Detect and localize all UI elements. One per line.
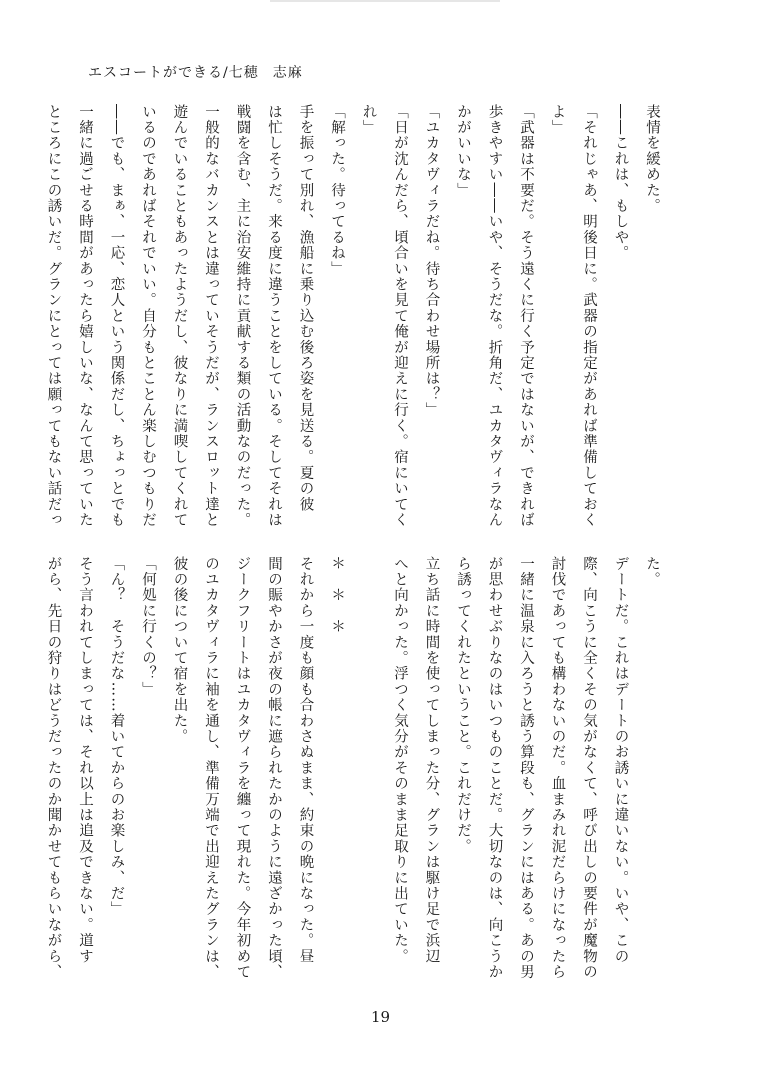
header-author: 志麻 [272, 65, 303, 81]
top-edge-rule [270, 0, 500, 2]
text-line: 遊んでいることもあったようだし、彼なりに満喫してくれて [171, 104, 188, 528]
text-line: 「日が沈んだら、頃合いを見て俺が迎えに行く。宿にいてく [392, 104, 408, 528]
text-line: 「解った。待ってるね」 [329, 104, 345, 277]
text-line: いるのであればそれでいい。自分もとことん楽しむつもりだ [140, 104, 156, 528]
text-line: ＊ ＊ ＊ [329, 556, 345, 635]
text-line: 立ち話に時間を使ってしまった分、グランは駆け足で浜辺 [423, 556, 440, 965]
text-line: ――これは、もしや。 [612, 104, 629, 261]
text-line: がら、先日の狩りはどうだったのか聞かせてもらいながら、 [45, 556, 62, 980]
text-line: 戦闘を含む、主に治安維持に貢献する類の活動なのだった。 [234, 104, 251, 528]
text-line: 歩きやすい――いや、そうだな。折角だ、ユカタヴィラなん [486, 104, 503, 528]
text-line: が思わせぶりなのはいつものことだ。大切なのは、向こうか [486, 556, 503, 980]
header-title: エスコートができる/七穂 [88, 65, 259, 81]
text-line: 一緒に過ごせる時間があったら嬉しいな、なんて思っていた [77, 104, 93, 528]
page-number: 19 [370, 1008, 391, 1026]
text-line: 「ユカタヴィラだね。待ち合わせ場所は？」 [423, 104, 440, 418]
text-line: それから一度も顔も合わさぬまま、約束の晩になった。昼 [297, 556, 314, 965]
text-line: ジークフリートはユカタヴィラを纏って現れた。今年初めて [234, 556, 251, 980]
text-line: は忙しそうだ。来る度に違うことをしている。そしてそれは [266, 104, 282, 528]
text-line: 討伐であっても構わないのだ。血まみれ泥だらけになったら [549, 556, 566, 980]
text-line: れ」 [360, 104, 377, 136]
text-block-top [37, 104, 667, 544]
text-line: 一緒に温泉に入ろうと誘う算段も、グランにはある。あの男 [518, 556, 534, 980]
text-line: 表情を緩めた。 [644, 104, 660, 214]
text-line: ら誘ってくれたということ。これだけだ。 [455, 556, 471, 855]
text-line [352, 556, 384, 996]
text-line: 「何処に行くの？」 [140, 556, 156, 698]
text-block-bottom [37, 556, 667, 996]
text-line: そう言われてしまっては、それ以上は追及できない。道す [77, 556, 93, 965]
text-line: 彼の後について宿を出た。 [171, 556, 188, 745]
text-line: ――でも、まぁ、一応、恋人という関係だし、ちょっとでも [108, 104, 125, 528]
text-line: 際、向こうに全くその気がなくて、呼び出しの要件が魔物の [581, 556, 597, 980]
text-line: のユカタヴィラに袖を通し、準備万端で出迎えたグランは、 [203, 556, 219, 980]
running-header [88, 62, 303, 82]
text-line: 手を振って別れ、漁船に乗り込む後ろ姿を見送る。夏の彼 [297, 104, 314, 513]
text-line: 間の賑やかさが夜の帳に遮られたかのように遠ざかった頃、 [266, 556, 282, 980]
text-line: かがいいな」 [455, 104, 471, 199]
text-line: ところにこの誘いだ。グランにとっては願ってもない話だっ [45, 104, 62, 528]
text-line: 一般的なバカンスとは違っていそうだが、ランスロット達と [203, 104, 219, 528]
text-line: 「武器は不要だ。そう遠くに行く予定ではないが、できれば [518, 104, 534, 528]
text-line: デートだ。これはデートのお誘いに違いない。いや、この [612, 556, 629, 965]
text-line: 「それじゃあ、明後日に。武器の指定があれば準備しておく [581, 104, 597, 528]
text-line: よ」 [549, 104, 566, 136]
text-line: た。 [644, 556, 660, 588]
text-line: へと向かった。浮つく気分がそのまま足取りに出ていた。 [392, 556, 408, 965]
text-line: 「ん？ そうだな……着いてからのお楽しみ、だ」 [108, 556, 125, 918]
